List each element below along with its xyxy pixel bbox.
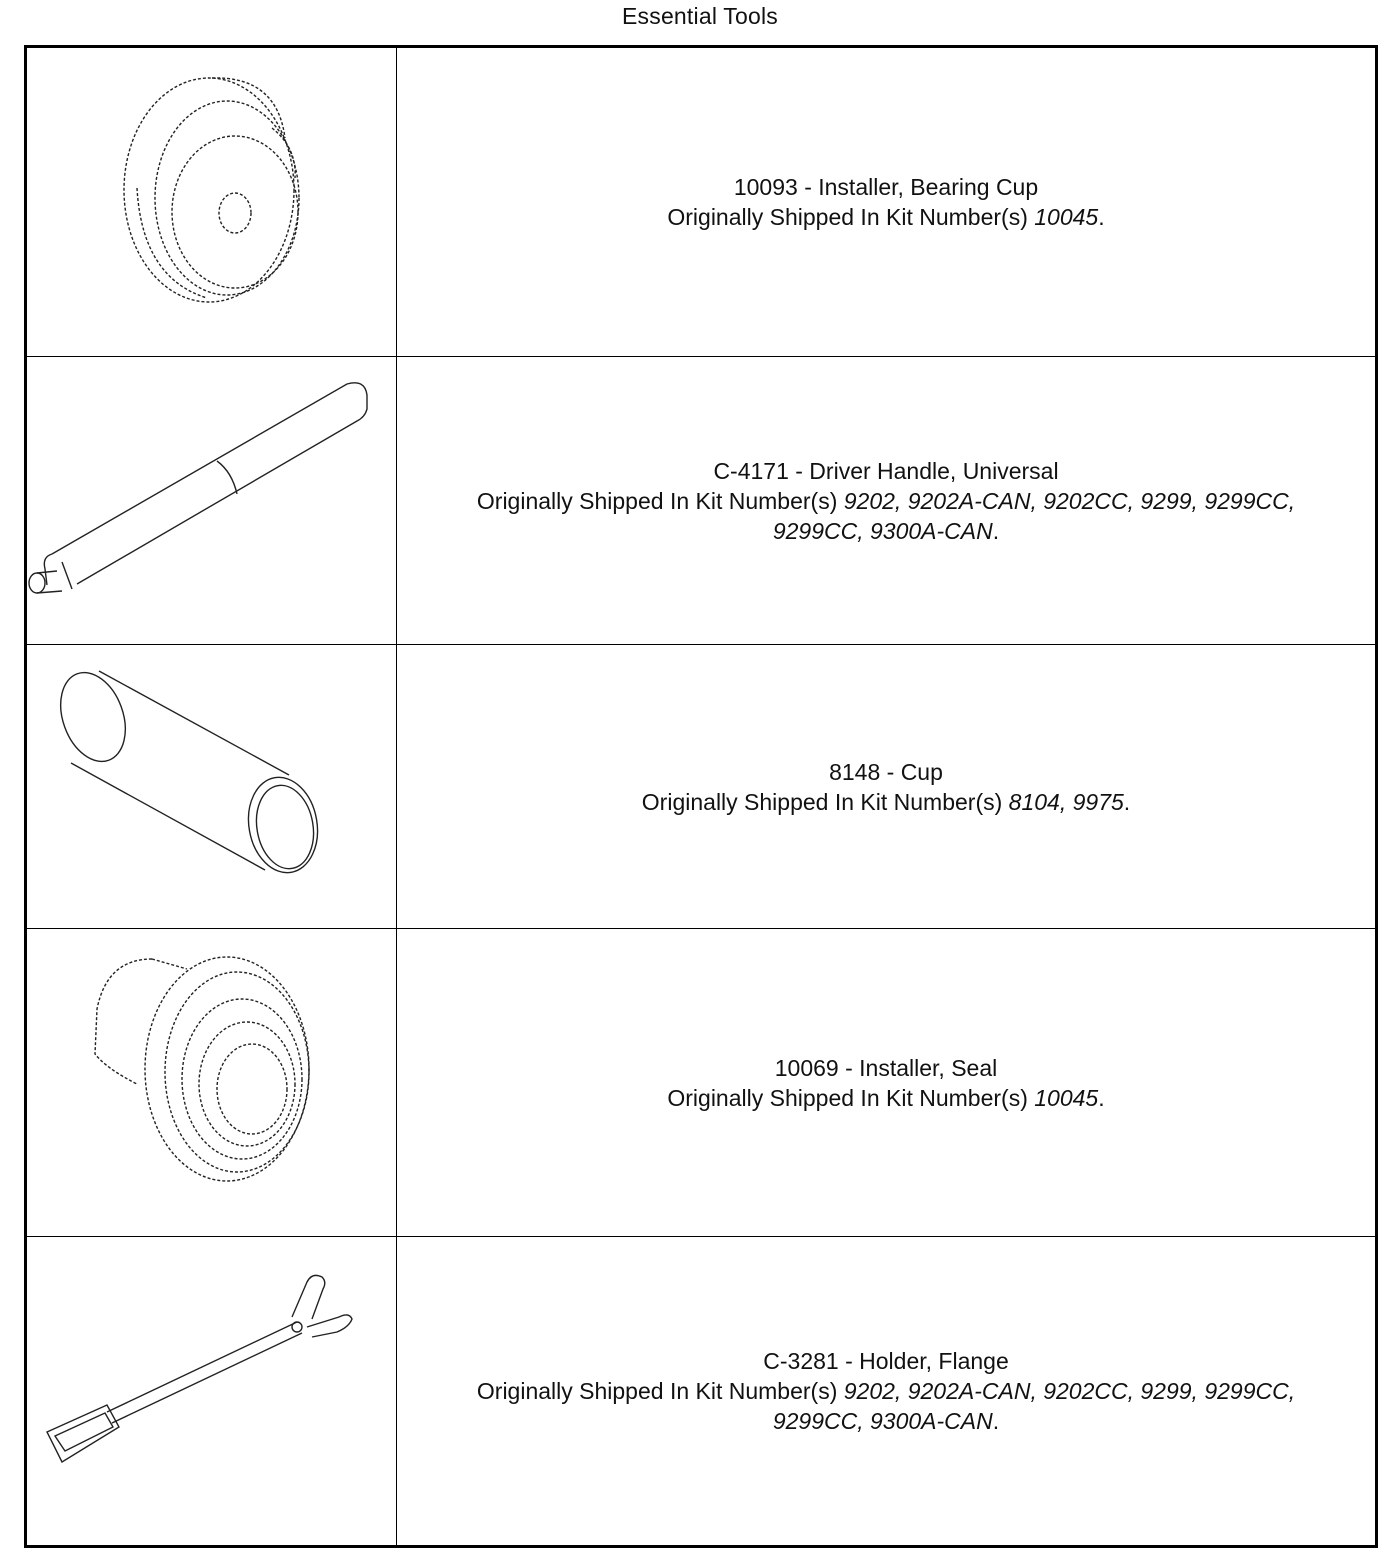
tool-name: 10093 - Installer, Bearing Cup bbox=[733, 174, 1039, 200]
kit-numbers: 10045 bbox=[1034, 1084, 1099, 1111]
tool-image-cell bbox=[27, 929, 397, 1236]
table-row bbox=[27, 48, 1375, 357]
tool-name: 8148 - Cup bbox=[829, 758, 943, 785]
page-title: Essential Tools bbox=[622, 3, 778, 29]
tool-description-cell: C-4171 - Driver Handle, Universal Originally Shipped In Kit Number(s) 9202, 9202A-CAN, 9202CC, 9299, 9299CC, 9299CC, 9300A-CAN. bbox=[476, 457, 1296, 544]
shipped-label: Originally Shipped In Kit Number(s) bbox=[641, 788, 1003, 815]
tool-image-cell bbox=[27, 645, 397, 928]
table-row bbox=[27, 929, 1375, 1237]
bearing-cup-installer-icon bbox=[27, 48, 397, 357]
tool-name: C-3281 - Holder, Flange bbox=[763, 1348, 1009, 1374]
tool-description-cell: 10069 - Installer, Seal Originally Shipped In Kit Number(s) 10045. bbox=[667, 1054, 1105, 1111]
shipped-label: Originally Shipped In Kit Number(s) bbox=[476, 1378, 838, 1404]
kit-numbers: 9202, 9202A-CAN, 9202CC, 9299, 9299CC, 9299CC, 9300A-CAN bbox=[772, 487, 1296, 544]
seal-installer-icon bbox=[27, 929, 397, 1237]
tool-image-cell bbox=[27, 48, 397, 356]
table-row bbox=[27, 1237, 1375, 1545]
tool-name: C-4171 - Driver Handle, Universal bbox=[713, 457, 1059, 484]
tool-description-cell: 10093 - Installer, Bearing Cup Originally Shipped In Kit Number(s) 10045. bbox=[667, 174, 1105, 230]
kit-numbers: 9202, 9202A-CAN, 9202CC, 9299, 9299CC, 9299CC, 9300A-CAN bbox=[772, 1378, 1296, 1434]
tool-image-cell bbox=[27, 1237, 397, 1545]
shipped-label: Originally Shipped In Kit Number(s) bbox=[667, 204, 1028, 230]
essential-tools-table bbox=[24, 45, 1378, 1548]
driver-handle-icon bbox=[27, 357, 397, 645]
flange-holder-icon bbox=[27, 1237, 397, 1545]
shipped-label: Originally Shipped In Kit Number(s) bbox=[667, 1084, 1028, 1111]
tool-description-cell: C-3281 - Holder, Flange Originally Shipped In Kit Number(s) 9202, 9202A-CAN, 9202CC, 9299, 9299CC, 9299CC, 9300A-CAN. bbox=[476, 1348, 1296, 1434]
table-row bbox=[27, 357, 1375, 645]
tool-name: 10069 - Installer, Seal bbox=[774, 1054, 998, 1081]
tool-image-cell bbox=[27, 357, 397, 644]
table-row bbox=[27, 645, 1375, 929]
kit-numbers: 10045 bbox=[1034, 204, 1099, 230]
shipped-label: Originally Shipped In Kit Number(s) bbox=[476, 487, 838, 514]
tool-description-cell: 8148 - Cup Originally Shipped In Kit Number(s) 8104, 9975. bbox=[641, 758, 1131, 815]
kit-numbers: 8104, 9975 bbox=[1008, 788, 1124, 815]
cup-icon bbox=[27, 645, 397, 929]
